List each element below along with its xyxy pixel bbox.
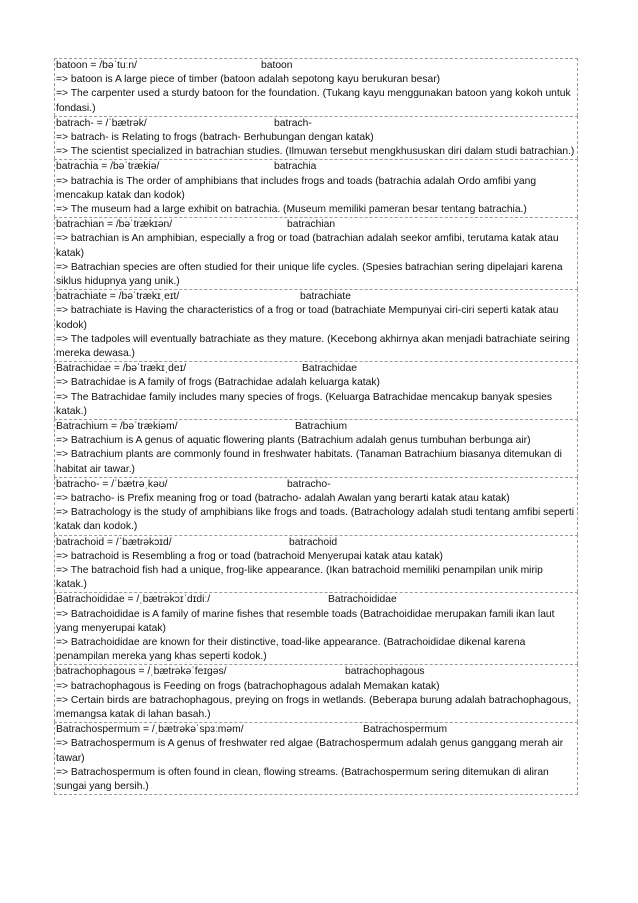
entry-definition: => batrachia is The order of amphibians that includes frogs and toads (batrachia adalah Ordo amfibi yang mencakup katak dan kodok) xyxy=(56,175,537,201)
entry-word: batracho- xyxy=(287,478,331,490)
entry-example: => Batrachospermum is often found in clean, flowing streams. (Batrachospermum sering ditemukan di aliran sungai yang bersih.) xyxy=(56,766,549,792)
entry-definition: => batrachian is An amphibian, especially a frog or toad (batrachian adalah seekor amfibi, terutama katak atau katak) xyxy=(56,233,559,259)
entry-word: Batrachidae xyxy=(302,363,357,375)
entry-word: batrachian xyxy=(287,219,336,231)
entry-word: batrachiate xyxy=(300,291,351,303)
entry xyxy=(54,58,578,116)
entry-word: batrachoid xyxy=(289,536,338,548)
entry xyxy=(54,217,578,289)
entry-definition: => Batrachospermum is A genus of freshwater red algae (Batrachospermum adalah genus ganggang merah air tawar) xyxy=(56,738,564,764)
entry-definition: => batoon is A large piece of timber (batoon adalah sepotong kayu berukuran besar) xyxy=(56,74,441,86)
entry-word: Batrachium xyxy=(295,420,348,432)
entry-word: batoon xyxy=(261,60,293,71)
entry xyxy=(54,722,578,795)
entry-example: => The museum had a large exhibit on batrachia. (Museum memiliki pameran besar tentang batrachia.) xyxy=(56,203,527,215)
entry-headword-ipa: Batrachoididae = /ˌbætrəkɔɪˈdɪdiː/ xyxy=(56,594,211,606)
entry-headword-ipa: batrachiate = /bəˈtrækɪˌeɪt/ xyxy=(56,291,180,303)
entry-headword-ipa: batrachia = /bəˈtrækiə/ xyxy=(56,161,160,173)
entry-headword-ipa: batrachian = /bəˈtrækɪən/ xyxy=(56,219,173,231)
entry xyxy=(54,289,578,361)
dictionary-page xyxy=(54,58,578,795)
entry-definition: => batrachoid is Resembling a frog or toad (batrachoid Menyerupai katak atau katak) xyxy=(56,550,443,562)
entry-definition: => batrachiate is Having the characteristics of a frog or toad (batrachiate Mempunyai ciri-ciri seperti katak atau kodok) xyxy=(56,305,559,331)
entry-word: batrachia xyxy=(274,161,317,173)
entry-example: => Certain birds are batrachophagous, preying on frogs in wetlands. (Beberapa burung adalah batrachophagous, memangsa katak di lahan basah.) xyxy=(56,694,572,720)
entry-definition: => Batrachoididae is A family of marine fishes that resemble toads (Batrachoididae merupakan famili ikan laut yang menyerupai katak) xyxy=(56,608,555,634)
entry-definition: => Batrachium is A genus of aquatic flowering plants (Batrachium adalah genus tumbuhan berbunga air) xyxy=(56,435,531,447)
entry-word: Batrachoididae xyxy=(328,594,397,606)
entry-headword-ipa: Batrachospermum = /ˌbætrəkəˈspɜːməm/ xyxy=(56,724,244,736)
entry-headword-ipa: Batrachidae = /bəˈtrækɪˌdeɪ/ xyxy=(56,363,187,375)
entry-definition: => Batrachidae is A family of frogs (Batrachidae adalah keluarga katak) xyxy=(56,377,380,389)
entry-example: => Batrachium plants are commonly found in freshwater habitats. (Tanaman Batrachium biasanya ditemukan di habitat air tawar.) xyxy=(56,449,562,475)
entry-example: => Batrachoididae are known for their distinctive, toad-like appearance. (Batrachoididae dikenal karena penampilan mereka yang khas seperti kodok.) xyxy=(56,636,526,663)
entry xyxy=(54,419,578,477)
entry xyxy=(54,361,578,419)
entry-definition: => batrachophagous is Feeding on frogs (batrachophagous adalah Memakan katak) xyxy=(56,680,440,692)
entry-headword-ipa: batrachophagous = /ˌbætrəkəˈfeɪɡəs/ xyxy=(56,666,227,678)
entry-headword-ipa: batoon = /bəˈtuːn/ xyxy=(56,60,138,71)
entry-word: batrach- xyxy=(274,117,312,129)
entry-headword-ipa: batracho- = /ˈbætrəˌkəʊ/ xyxy=(56,478,168,490)
entry-definition: => batracho- is Prefix meaning frog or toad (batracho- adalah Awalan yang berarti katak atau katak) xyxy=(56,492,510,504)
entry-headword-ipa: Batrachium = /bəˈtrækiəm/ xyxy=(56,420,178,432)
entry-headword-ipa: batrachoid = /ˈbætrəkɔɪd/ xyxy=(56,536,172,548)
entry xyxy=(54,477,578,535)
entry-example: => Batrachian species are often studied for their unique life cycles. (Spesies batrachian sering dipelajari karena siklus hidupnya yang unik.) xyxy=(56,261,563,287)
entry-definition: => batrach- is Relating to frogs (batrach- Berhubungan dengan katak) xyxy=(56,131,374,143)
entry-word: Batrachospermum xyxy=(363,724,448,736)
entry xyxy=(54,159,578,217)
entry-example: => The tadpoles will eventually batrachiate as they mature. (Kecebong akhirnya akan menjadi batrachiate seiring mereka dewasa.) xyxy=(56,333,570,359)
entry-example: => The batrachoid fish had a unique, frog-like appearance. (Ikan batrachoid memiliki penampilan unik mirip katak.) xyxy=(56,564,543,591)
entry xyxy=(54,664,578,722)
entry-word: batrachophagous xyxy=(345,666,425,678)
entry-headword-ipa: batrach- = /ˈbætrək/ xyxy=(56,117,147,129)
entry-example: => The scientist specialized in batrachian studies. (Ilmuwan tersebut mengkhususkan diri dalam studi batrachian.) xyxy=(56,146,575,158)
entry xyxy=(54,592,578,664)
entry-example: => Batrachology is the study of amphibians like frogs and toads. (Batrachology adalah studi tentang amfibi seperti katak dan kodok.) xyxy=(56,507,575,533)
entry-example: => The carpenter used a sturdy batoon for the foundation. (Tukang kayu menggunakan batoon yang kokoh untuk fondasi.) xyxy=(56,88,571,114)
entry xyxy=(54,535,578,593)
entry-example: => The Batrachidae family includes many species of frogs. (Keluarga Batrachidae mencakup banyak spesies katak.) xyxy=(56,391,553,417)
entry xyxy=(54,116,578,160)
